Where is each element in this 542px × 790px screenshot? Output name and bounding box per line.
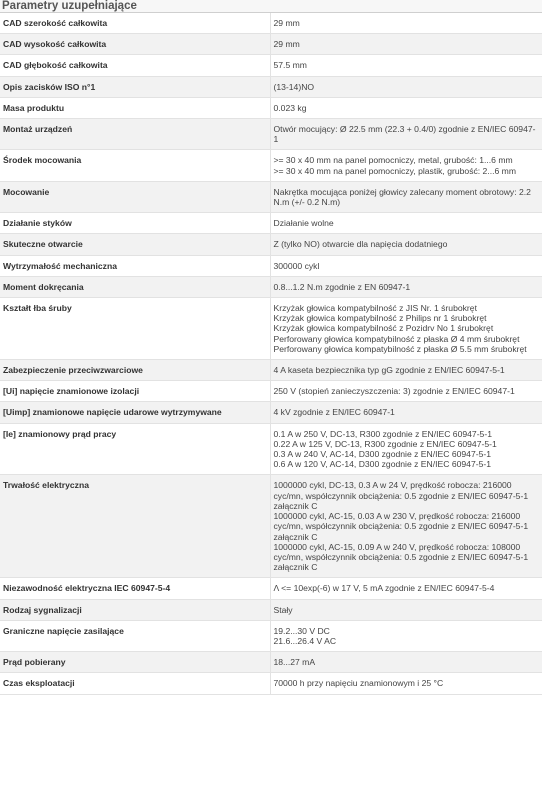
parameter-name: Moment dokręcania	[0, 276, 270, 297]
parameter-value-line: 21.6...26.4 V AC	[273, 635, 337, 646]
parameter-value	[270, 119, 542, 150]
parameter-name: Masa produktu	[0, 97, 270, 118]
parameter-value-line: >= 30 x 40 mm na panel pomocniczy, metal, grubość: 1...6 mm	[273, 155, 513, 166]
parameter-value	[270, 276, 542, 297]
parameter-value-line: 250 V (stopień zanieczyszczenia: 3) zgodnie z EN/IEC 60947-1	[273, 386, 515, 397]
parameter-value-line: >= 30 x 40 mm na panel pomocniczy, plastik, grubość: 2...6 mm	[273, 165, 516, 176]
parameter-value	[270, 402, 542, 423]
parameter-value	[270, 150, 542, 181]
table-row	[0, 181, 542, 212]
section-heading: Parametry uzupełniające	[0, 0, 542, 13]
parameter-value-line: 18...27 mA	[273, 657, 316, 668]
parameter-value	[270, 97, 542, 118]
parameter-value-line: Perforowany głowica kompatybilność z płaska Ø 4 mm śrubokręt	[273, 333, 520, 344]
parameter-value-line: 19.2...30 V DC	[273, 625, 330, 636]
parameter-value-line: 0.1 A w 250 V, DC-13, R300 zgodnie z EN/IEC 60947-5-1	[273, 428, 492, 439]
parameter-value	[270, 234, 542, 255]
table-row	[0, 234, 542, 255]
table-row	[0, 255, 542, 276]
parameter-name: CAD głębokość całkowita	[0, 55, 270, 76]
table-row	[0, 276, 542, 297]
parameter-value-line: Λ <= 10exp(-6) w 17 V, 5 mA zgodnie z EN/IEC 60947-5-4	[273, 583, 495, 594]
parameter-value	[270, 360, 542, 381]
parameter-value	[270, 599, 542, 620]
parameter-value	[270, 76, 542, 97]
parameter-name: Opis zacisków ISO n°1	[0, 76, 270, 97]
parameter-value	[270, 423, 542, 475]
parameter-name: [Ie] znamionowy prąd pracy	[0, 423, 270, 475]
table-row	[0, 423, 542, 475]
parameter-value	[270, 213, 542, 234]
parameter-value	[270, 255, 542, 276]
parameter-value-line: Działanie wolne	[273, 218, 334, 229]
parameter-name: Działanie styków	[0, 213, 270, 234]
table-row	[0, 150, 542, 181]
table-row	[0, 475, 542, 578]
parameter-name: Zabezpieczenie przeciwzwarciowe	[0, 360, 270, 381]
parameter-value-line: Krzyżak głowica kompatybilność z Philips nr 1 śrubokręt	[273, 313, 487, 324]
parameter-value-line: 29 mm	[273, 39, 300, 50]
parameter-name: Rodzaj sygnalizacji	[0, 599, 270, 620]
parameter-value-line: Z (tylko NO) otwarcie dla napięcia dodatniego	[273, 239, 448, 250]
parameter-value-line: Otwór mocujący: Ø 22.5 mm (22.3 + 0.4/0) zgodnie z EN/IEC 60947-1	[273, 124, 536, 145]
table-row	[0, 97, 542, 118]
parameter-value	[270, 475, 542, 578]
table-row	[0, 360, 542, 381]
parameter-value	[270, 673, 542, 694]
table-row	[0, 298, 542, 360]
parameter-value-line: 29 mm	[273, 18, 300, 28]
parameter-name: [Uimp] znamionowe napięcie udarowe wytrzymywane	[0, 402, 270, 423]
parameter-value-line: 1000000 cykl, DC-13, 0.3 A w 24 V, prędkość robocza: 216000 cyc/mn, współczynnik obciążenia: 0.5 zgodnie z EN/IEC 60947-5-1 załącznik C	[273, 480, 529, 511]
table-row	[0, 381, 542, 402]
table-row	[0, 578, 542, 599]
parameter-name: Środek mocowania	[0, 150, 270, 181]
parameter-name: Trwałość elektryczna	[0, 475, 270, 578]
parameter-name: Skuteczne otwarcie	[0, 234, 270, 255]
parameter-value	[270, 13, 542, 34]
table-row	[0, 402, 542, 423]
parameter-name: Mocowanie	[0, 181, 270, 212]
parameter-value-line: 1000000 cykl, AC-15, 0.09 A w 240 V, prędkość robocza: 108000 cyc/mn, współczynnik obciążenia: 0.5 zgodnie z EN/IEC 60947-5-1 załącznik C	[273, 541, 529, 573]
parameter-value-line: 70000 h przy napięciu znamionowym i 25 °C	[273, 678, 444, 689]
parameter-value-line: Stały	[273, 604, 293, 615]
parameter-value-line: Perforowany głowica kompatybilność z płaska Ø 5.5 mm śrubokręt	[273, 343, 527, 354]
table-row	[0, 620, 542, 651]
table-row	[0, 76, 542, 97]
parameter-name: Czas eksploatacji	[0, 673, 270, 694]
parameter-value-line: 0.3 A w 240 V, AC-14, D300 zgodnie z EN/IEC 60947-5-1	[273, 449, 492, 460]
parameter-value-line: 300000 cykl	[273, 260, 320, 271]
table-row	[0, 213, 542, 234]
parameter-value-line: 4 A kaseta bezpiecznika typ gG zgodnie z EN/IEC 60947-5-1	[273, 365, 505, 376]
parameter-name: Montaż urządzeń	[0, 119, 270, 150]
parameter-value-line: 1000000 cykl, AC-15, 0.03 A w 230 V, prędkość robocza: 216000 cyc/mn, współczynnik obciążenia: 0.5 zgodnie z EN/IEC 60947-5-1 załącznik C	[273, 511, 529, 542]
specification-table	[0, 13, 542, 695]
table-row	[0, 652, 542, 673]
parameter-value-line: 0.6 A w 120 V, AC-14, D300 zgodnie z EN/IEC 60947-5-1	[273, 459, 492, 470]
parameter-name: CAD szerokość całkowita	[0, 13, 270, 34]
parameter-value-line: 0.22 A w 125 V, DC-13, R300 zgodnie z EN/IEC 60947-5-1	[273, 438, 497, 449]
parameter-value-line: (13-14)NO	[273, 81, 315, 92]
specification-table-body	[0, 13, 542, 694]
parameter-value-line: 0.023 kg	[273, 102, 307, 113]
table-row	[0, 34, 542, 55]
parameter-name: Niezawodność elektryczna IEC 60947-5-4	[0, 578, 270, 599]
parameter-value	[270, 620, 542, 651]
parameter-value-line: 0.8...1.2 N.m zgodnie z EN 60947-1	[273, 281, 411, 292]
parameter-name: Wytrzymałość mechaniczna	[0, 255, 270, 276]
parameter-value	[270, 578, 542, 599]
table-row	[0, 13, 542, 34]
parameter-value	[270, 298, 542, 360]
table-row	[0, 599, 542, 620]
parameter-value-line: Nakrętka mocująca poniżej głowicy zalecany moment obrotowy: 2.2 N.m (+/- 0.2 N.m)	[273, 186, 531, 208]
table-row	[0, 55, 542, 76]
parameter-name: Prąd pobierany	[0, 652, 270, 673]
parameter-value	[270, 652, 542, 673]
parameter-value-line: Krzyżak głowica kompatybilność z Pozidrv No 1 śrubokręt	[273, 323, 494, 334]
parameter-name: Graniczne napięcie zasilające	[0, 620, 270, 651]
parameter-value	[270, 381, 542, 402]
parameter-value-line: 57.5 mm	[273, 60, 307, 71]
table-row	[0, 673, 542, 694]
parameter-name: CAD wysokość całkowita	[0, 34, 270, 55]
parameter-value-line: Krzyżak głowica kompatybilność z JIS Nr. 1 śrubokręt	[273, 303, 477, 314]
parameter-value	[270, 34, 542, 55]
parameter-value	[270, 181, 542, 212]
parameter-name: [Ui] napięcie znamionowe izolacji	[0, 381, 270, 402]
parameter-value	[270, 55, 542, 76]
table-row	[0, 119, 542, 150]
parameter-value-line: 4 kV zgodnie z EN/IEC 60947-1	[273, 407, 395, 418]
parameter-name: Kształt łba śruby	[0, 298, 270, 360]
